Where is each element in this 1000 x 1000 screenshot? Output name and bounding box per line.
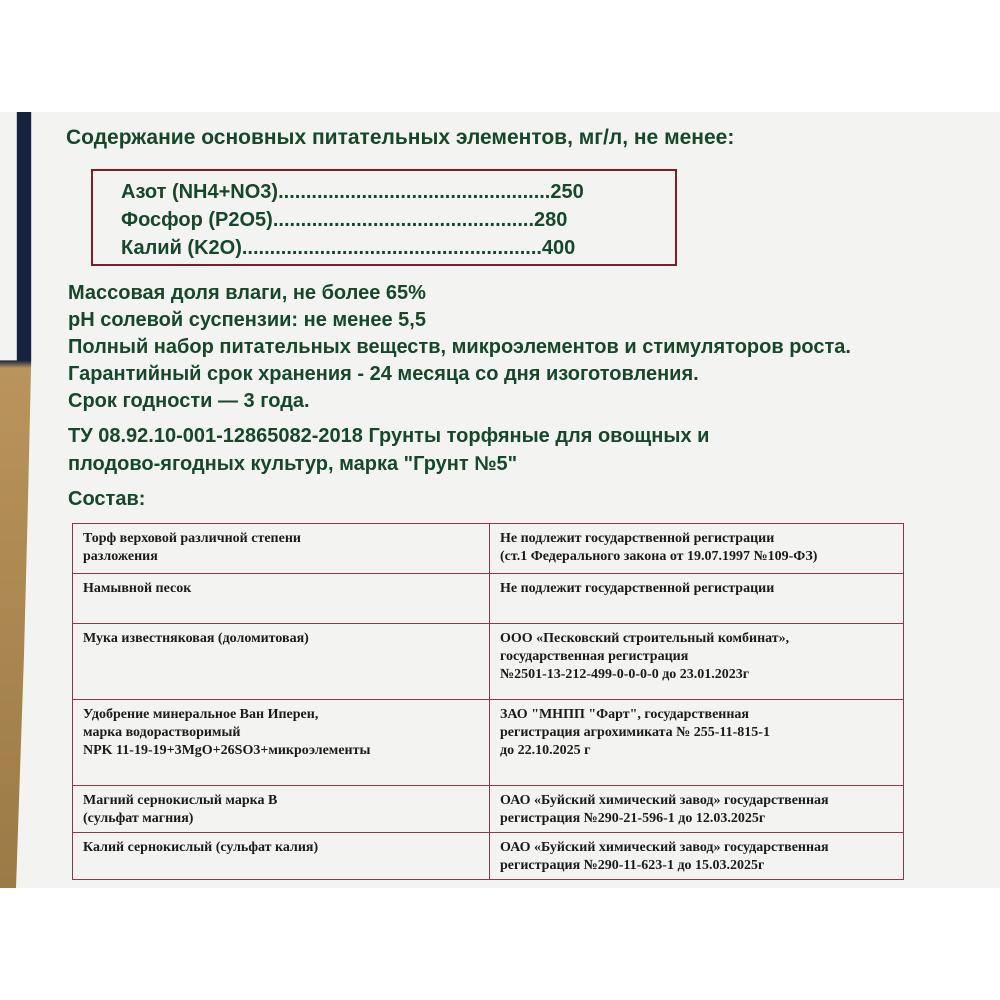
component-cell-line: Удобрение минеральное Ван Иперен, xyxy=(83,707,319,722)
component-cell-line: Калий сернокислый (сульфат калия) xyxy=(83,840,319,855)
spec-line-1: ТУ 08.92.10-001-12865082-2018 Грунты торфяные для овощных и xyxy=(68,425,710,447)
registration-cell-line: Не подлежит государственной регистрации xyxy=(500,581,775,596)
component-cell xyxy=(73,624,490,700)
composition-table xyxy=(72,523,904,880)
registration-cell-line: ОАО «Буйский химический завод» государственная xyxy=(500,840,829,855)
registration-cell-line: №2501-13-212-499-0-0-0-0 до 23.01.2023г xyxy=(500,667,750,682)
composition-row xyxy=(73,624,904,700)
component-cell-line: Намывной песок xyxy=(83,581,192,596)
component-cell-line: Торф верховой различной степени xyxy=(83,531,301,546)
registration-cell-line: (ст.1 Федерального закона от 19.07.1997 №109-ФЗ) xyxy=(500,549,818,564)
nutrient-nitrogen: Азот (NH4+NO3).................................................250 xyxy=(121,181,584,203)
label-content xyxy=(0,112,1000,888)
registration-cell xyxy=(490,524,904,574)
nutrients-set-line: Полный набор питательных веществ, микроэлементов и стимуляторов роста. xyxy=(68,336,851,358)
label-panel xyxy=(0,112,1000,888)
composition-row xyxy=(73,524,904,574)
registration-cell-line: регистрация №290-21-596-1 до 12.03.2025г xyxy=(500,811,766,826)
composition-row xyxy=(73,786,904,833)
spec-line-2: плодово-ягодных культур, марка "Грунт №5" xyxy=(68,453,518,475)
nutrient-phosphorus: Фосфор (P2O5)...............................................280 xyxy=(121,209,568,231)
registration-cell xyxy=(490,574,904,624)
component-cell xyxy=(73,833,490,880)
component-cell-line: NPK 11-19-19+3MgO+26SO3+микроэлементы xyxy=(83,743,371,758)
component-cell-line: Магний сернокислый марка В xyxy=(83,793,278,808)
component-cell-line: разложения xyxy=(83,549,158,564)
component-cell-line: Мука известняковая (доломитовая) xyxy=(83,631,309,646)
component-cell-line: марка водорастворимый xyxy=(83,725,241,740)
nutrients-box xyxy=(91,169,677,266)
component-cell xyxy=(73,786,490,833)
registration-cell xyxy=(490,700,904,786)
composition-row xyxy=(73,574,904,624)
registration-cell xyxy=(490,786,904,833)
registration-cell-line: Не подлежит государственной регистрации xyxy=(500,531,775,546)
registration-cell-line: ОАО «Буйский химический завод» государственная xyxy=(500,793,829,808)
registration-cell-line: ЗАО "МНПП "Фарт", государственная xyxy=(500,707,749,722)
registration-cell-line: государственная регистрация xyxy=(500,649,689,664)
registration-cell-line: ООО «Песковский строительный комбинат», xyxy=(500,631,790,646)
component-cell xyxy=(73,524,490,574)
component-cell-line: (сульфат магния) xyxy=(83,811,194,826)
registration-cell xyxy=(490,624,904,700)
registration-cell xyxy=(490,833,904,880)
component-cell xyxy=(73,700,490,786)
composition-row xyxy=(73,833,904,880)
nutrients-heading: Содержание основных питательных элементов, мг/л, не менее: xyxy=(66,126,735,149)
ph-line: рН солевой суспензии: не менее 5,5 xyxy=(68,309,426,331)
registration-cell-line: регистрация агрохимиката № 255-11-815-1 xyxy=(500,725,770,740)
composition-row xyxy=(73,700,904,786)
composition-title: Состав: xyxy=(68,488,146,510)
registration-cell-line: регистрация №290-11-623-1 до 15.03.2025г xyxy=(500,858,765,873)
registration-cell-line: до 22.10.2025 г xyxy=(500,743,591,758)
nutrient-potassium: Калий (K2O)......................................................400 xyxy=(121,237,576,259)
component-cell xyxy=(73,574,490,624)
warranty-line: Гарантийный срок хранения - 24 месяца со дня изоготовления. xyxy=(68,363,699,385)
shelf-life-line: Срок годности — 3 года. xyxy=(68,390,310,412)
moisture-line: Массовая доля влаги, не более 65% xyxy=(68,282,426,304)
